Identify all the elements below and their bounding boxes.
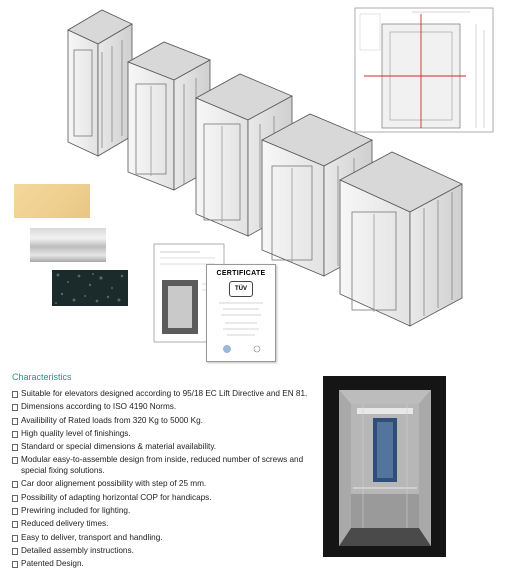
list-item: Reduced delivery times. <box>12 519 312 530</box>
list-item: Modular easy-to-assemble design from inside, reduced number of screws and special fixing solutions. <box>12 455 312 476</box>
elevator-cabin-5 <box>340 152 462 326</box>
list-item: Patented Design. <box>12 559 312 570</box>
technical-drawing <box>355 8 493 132</box>
list-item: Suitable for elevators designed according to 95/18 EC Lift Directive and EN 81. <box>12 389 312 400</box>
list-item: Dimensions according to ISO 4190 Norms. <box>12 402 312 413</box>
list-item: High quality level of finishings. <box>12 429 312 440</box>
cabin-interior-photo <box>323 376 446 557</box>
certificate-body-lines <box>207 265 275 361</box>
list-item: Prewiring included for lighting. <box>12 506 312 517</box>
list-item: Car door alignement possibility with step of 25 mm. <box>12 479 312 490</box>
list-item: Availibility of Rated loads from 320 Kg to 5000 Kg. <box>12 416 312 427</box>
characteristics-title: Characteristics <box>12 372 72 382</box>
elevator-cabin-1 <box>68 10 132 156</box>
certificate-heading: CERTIFICATE <box>216 270 266 277</box>
swatch-black-granite <box>52 270 128 306</box>
tuv-certificate <box>206 264 276 362</box>
characteristics-list <box>12 389 312 573</box>
list-item: Easy to deliver, transport and handling. <box>12 533 312 544</box>
swatch-cream-laminate <box>14 184 90 218</box>
list-item: Detailed assembly instructions. <box>12 546 312 557</box>
list-item: Possibility of adapting horizontal COP for handicaps. <box>12 493 312 504</box>
list-item: Standard or special dimensions & material availability. <box>12 442 312 453</box>
tuv-logo-text: TÜV <box>235 286 247 292</box>
swatch-brushed-steel <box>30 228 106 262</box>
